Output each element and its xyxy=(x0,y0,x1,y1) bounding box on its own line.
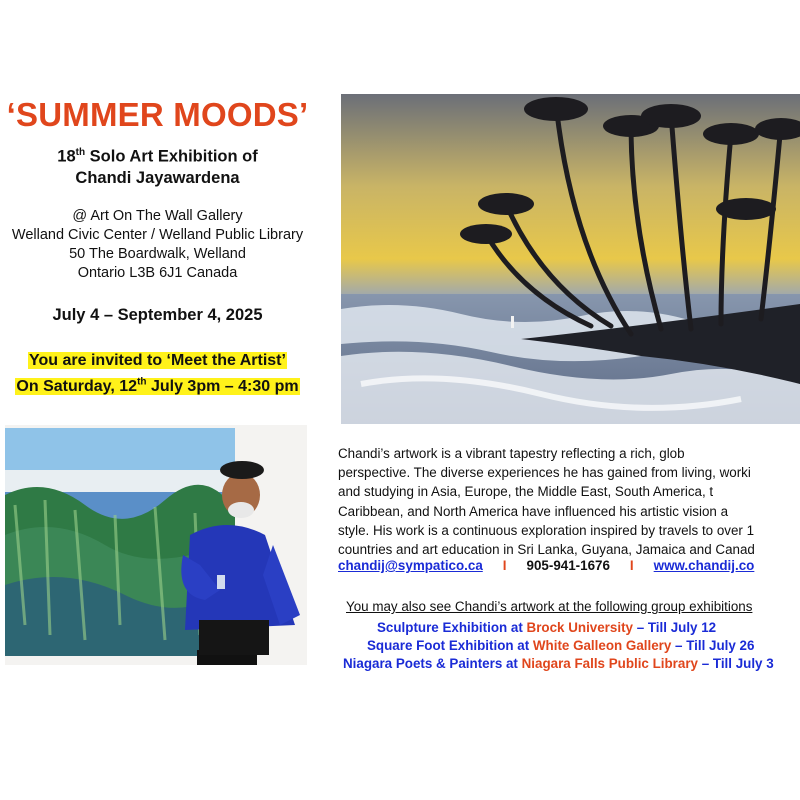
group-exhibition-item xyxy=(377,620,716,635)
invite-time: July 3pm – 4:30 pm xyxy=(146,378,299,396)
invite-line-2 xyxy=(15,378,299,395)
artist-name: Chandi Jayawardena xyxy=(75,168,240,187)
venue-region: Ontario L3B 6J1 Canada xyxy=(77,265,238,281)
separator: I xyxy=(502,558,507,573)
group-exhibition-item xyxy=(367,638,754,653)
group-exhibition-name: Niagara Poets & Painters at xyxy=(343,656,522,671)
group-exhibition-venue: White Galleon Gallery xyxy=(532,638,672,653)
invite-line-1: You are invited to ‘Meet the Artist’ xyxy=(29,352,286,369)
meet-artist-invite xyxy=(0,350,315,398)
palm-beach-painting xyxy=(341,94,800,424)
contact-line xyxy=(338,558,754,573)
email-link[interactable]: chandij@sympatico.ca xyxy=(338,558,483,573)
bio-line: Caribbean, and North America have influenced his artistic vision a xyxy=(338,503,729,519)
invite-date: On Saturday, 12 xyxy=(16,378,138,396)
group-exhibition-item xyxy=(343,656,774,671)
exhibition-dates: July 4 – September 4, 2025 xyxy=(52,306,263,324)
group-exhibition-date: – Till July 26 xyxy=(671,638,755,653)
group-exhibitions-heading: You may also see Chandi’s artwork at the following group exhibitions xyxy=(346,599,753,614)
venue-center: Welland Civic Center / Welland Public Library xyxy=(11,227,304,243)
group-exhibition-venue: Brock University xyxy=(526,620,633,635)
group-exhibition-date: – Till July 12 xyxy=(632,620,717,635)
bio-line: style. His work is a continuous exploration inspired by travels to over 1 xyxy=(338,522,755,538)
subtitle-text: Solo Art Exhibition of xyxy=(85,147,258,166)
invite-ordinal: th xyxy=(137,377,147,388)
phone-number: 905-941-1676 xyxy=(526,558,610,573)
bio-line: and studying in Asia, Europe, the Middle East, South America, t xyxy=(338,484,714,500)
bio-line: perspective. The diverse experiences he has gained from living, worki xyxy=(338,465,751,481)
group-exhibition-name: Square Foot Exhibition at xyxy=(367,638,533,653)
artist-photo xyxy=(5,425,307,665)
group-exhibition-venue: Niagara Falls Public Library xyxy=(521,656,698,671)
exhibition-subtitle xyxy=(0,142,315,189)
artist-bio xyxy=(338,444,800,559)
separator: I xyxy=(629,558,634,573)
venue-street: 50 The Boardwalk, Welland xyxy=(69,246,246,262)
website-link[interactable]: www.chandij.co xyxy=(653,558,755,573)
subtitle-number: 18 xyxy=(57,147,76,166)
subtitle-ordinal: th xyxy=(75,147,86,158)
subtitle-line-1 xyxy=(0,142,315,168)
bio-line: countries and art education in Sri Lanka, Guyana, Jamaica and Canad xyxy=(338,542,755,558)
exhibition-title: ‘SUMMER MOODS’ xyxy=(6,96,309,133)
group-exhibition-name: Sculpture Exhibition at xyxy=(377,620,527,635)
group-exhibition-date: – Till July 3 xyxy=(698,656,774,671)
bio-line: Chandi’s artwork is a vibrant tapestry reflecting a rich, glob xyxy=(338,446,685,461)
venue-block xyxy=(0,207,315,283)
venue-gallery: @ Art On The Wall Gallery xyxy=(72,208,243,224)
